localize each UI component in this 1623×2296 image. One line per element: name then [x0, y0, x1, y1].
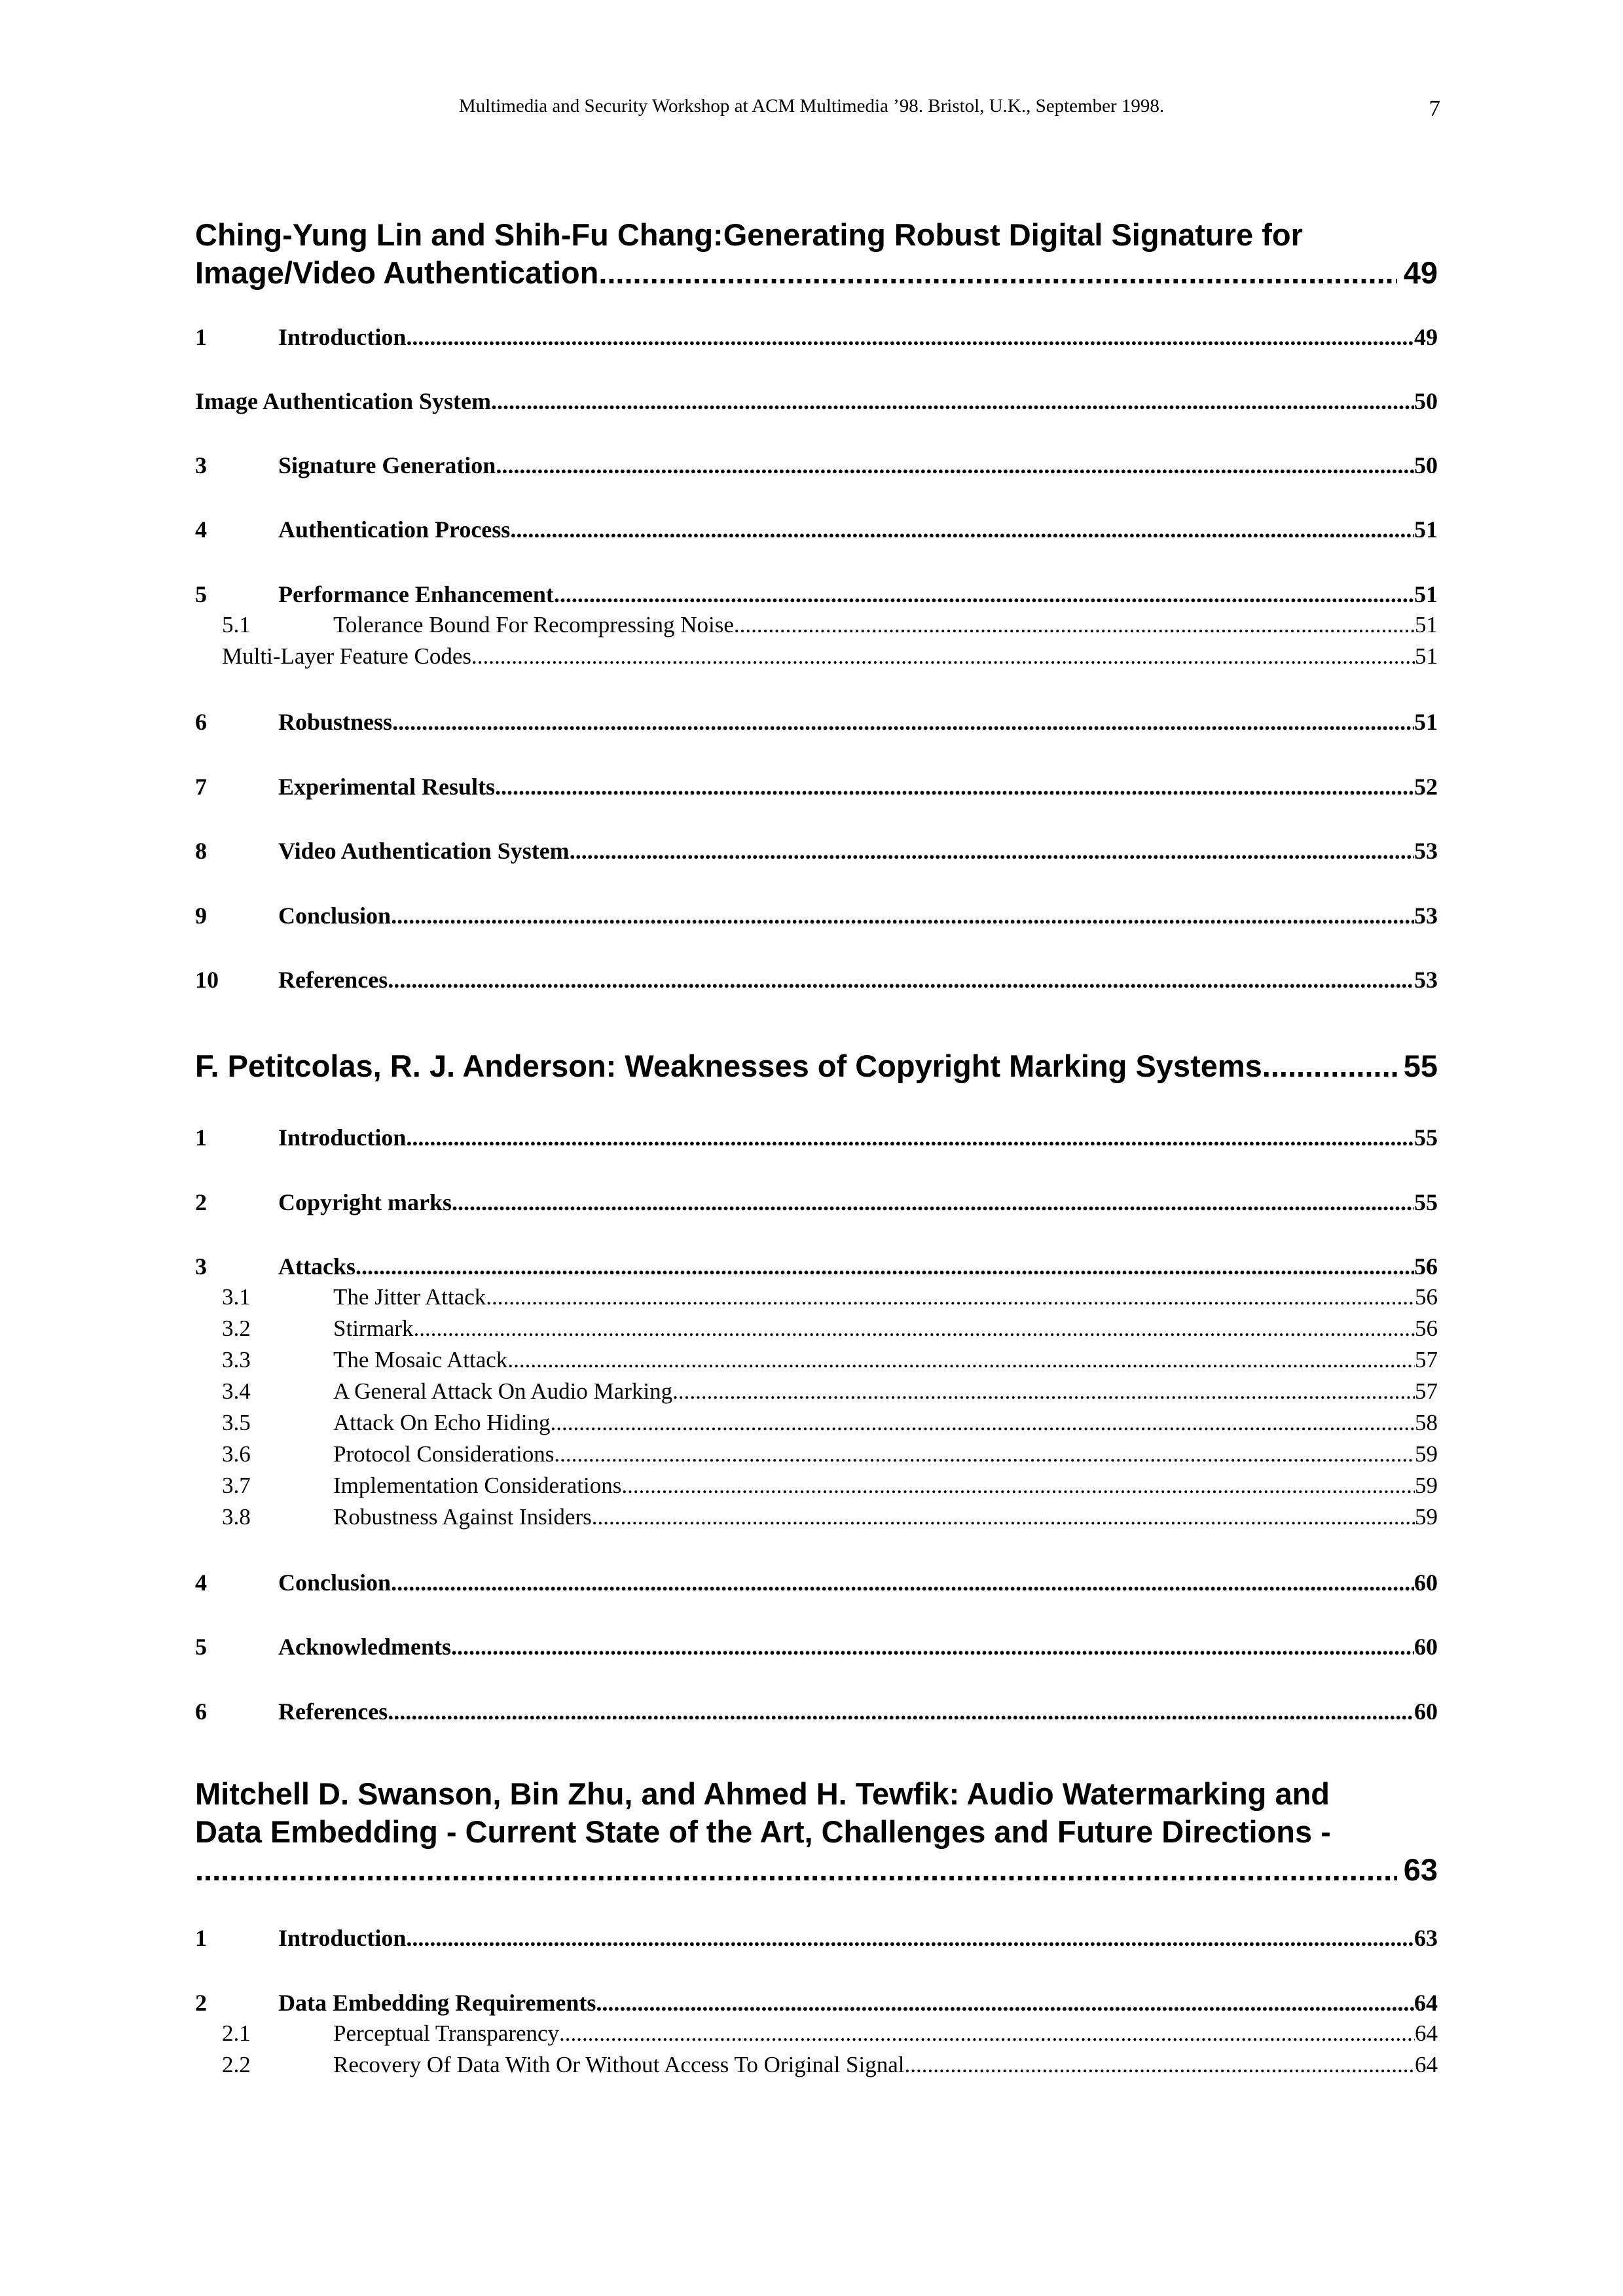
section-number: 3	[195, 1253, 207, 1280]
dot-leader	[471, 643, 1415, 670]
section-page: 59	[1415, 1441, 1438, 1467]
toc-entry[interactable]	[195, 1189, 1438, 1219]
dot-leader	[510, 516, 1414, 543]
paper-title-line: Image/Video Authentication .....	[195, 254, 1397, 292]
section-title: Authentication Process	[278, 516, 511, 543]
dot-leader	[621, 1473, 1415, 1499]
section-page: 49	[1414, 324, 1438, 350]
section-number: 3.6	[222, 1441, 251, 1467]
page-number: 7	[1429, 96, 1440, 121]
section-title: A General Attack On Audio Marking	[333, 1378, 673, 1404]
dot-leader	[486, 1284, 1415, 1310]
section-page: 57	[1415, 1347, 1438, 1372]
toc-entry[interactable]	[195, 1989, 1438, 2019]
section-title: Attack On Echo Hiding	[333, 1410, 551, 1435]
dot-leader	[905, 2052, 1415, 2078]
section-page: 53	[1414, 903, 1438, 929]
section-page: 64	[1414, 1990, 1438, 2016]
section-page: 51	[1414, 581, 1438, 607]
dot-leader	[554, 1441, 1415, 1467]
section-number: 5	[195, 581, 207, 607]
section-title: Image Authentication System	[195, 388, 491, 414]
toc-entry[interactable]	[195, 966, 1438, 996]
dot-leader	[570, 837, 1414, 865]
toc-subentry[interactable]	[195, 2020, 1438, 2051]
section-number: 2	[195, 1990, 207, 2016]
section-title: Signature Generation	[278, 452, 496, 478]
dot-leader	[391, 902, 1414, 929]
section-number: 3.1	[222, 1284, 251, 1310]
section-title: Introduction	[278, 1124, 407, 1151]
section-number: 2.1	[222, 2020, 251, 2046]
toc-subentry[interactable]	[195, 1410, 1438, 1440]
section-title: Tolerance Bound For Recompressing Noise	[333, 612, 734, 637]
dot-leader	[559, 2020, 1415, 2047]
section-title: Multi-Layer Feature Codes	[222, 643, 472, 669]
dot-leader	[391, 1569, 1414, 1596]
section-title: References	[278, 1698, 388, 1725]
section-page: 52	[1414, 774, 1438, 800]
section-title: Stirmark	[333, 1316, 414, 1341]
section-number: 8	[195, 838, 207, 864]
paper-title-dot-leader	[195, 1851, 1397, 1889]
dot-leader	[592, 1504, 1415, 1530]
section-number: 3.2	[222, 1316, 251, 1341]
section-title: Experimental Results	[278, 774, 495, 800]
toc-entry[interactable]	[195, 323, 1438, 353]
dot-leader	[672, 1378, 1415, 1405]
dot-leader	[356, 1253, 1414, 1280]
toc-entry[interactable]	[195, 1124, 1438, 1154]
dot-leader	[550, 1410, 1415, 1436]
toc-subentry[interactable]	[195, 1473, 1438, 1503]
section-number: 9	[195, 903, 207, 929]
dot-leader	[388, 1698, 1414, 1725]
paper-title-lin-chang[interactable]	[195, 216, 1438, 292]
section-title: Recovery Of Data With Or Without Access To Original Signal	[333, 2052, 905, 2077]
dot-leader	[452, 1189, 1414, 1216]
section-number: 5	[195, 1634, 207, 1660]
paper-title-line: Mitchell D. Swanson, Bin Zhu, and Ahmed H. Tewfik: Audio Watermarking and	[195, 1776, 1330, 1811]
toc-subentry[interactable]	[195, 643, 1438, 673]
toc-entry[interactable]	[195, 1253, 1438, 1283]
section-number: 1	[195, 1925, 207, 1951]
toc-entry[interactable]	[195, 581, 1438, 611]
section-number: 1	[195, 324, 207, 350]
section-page: 57	[1415, 1378, 1438, 1404]
toc-entry[interactable]	[195, 1569, 1438, 1599]
toc-entry[interactable]	[195, 1633, 1438, 1663]
section-page: 63	[1414, 1925, 1438, 1951]
section-title: References	[278, 967, 388, 993]
dot-leader	[491, 387, 1414, 415]
section-page: 60	[1414, 1634, 1438, 1660]
section-number: 3.8	[222, 1504, 251, 1530]
section-page: 59	[1415, 1504, 1438, 1530]
section-page: 51	[1414, 709, 1438, 735]
section-number: 3.3	[222, 1347, 251, 1372]
section-page: 56	[1415, 1316, 1438, 1341]
section-number: 3.7	[222, 1473, 251, 1498]
section-page: 51	[1414, 516, 1438, 543]
section-number: 7	[195, 774, 207, 800]
dot-leader	[451, 1633, 1414, 1660]
section-title: Conclusion	[278, 1570, 392, 1596]
dot-leader	[406, 323, 1414, 351]
paper-title-line: Data Embedding - Current State of the Art, Challenges and Future Directions -	[195, 1814, 1331, 1849]
paper-title-swanson-zhu-tewfik[interactable]	[195, 1775, 1438, 1889]
toc-entry[interactable]	[195, 516, 1438, 546]
section-title: Perceptual Transparency	[333, 2020, 560, 2046]
section-page: 50	[1414, 452, 1438, 478]
section-title: The Mosaic Attack	[333, 1347, 508, 1372]
toc-entry[interactable]	[195, 708, 1438, 738]
toc-entry[interactable]	[195, 1924, 1438, 1954]
section-title: Performance Enhancement	[278, 581, 554, 607]
paper-page-number: 49	[1403, 255, 1438, 290]
dot-leader	[406, 1124, 1414, 1151]
section-page: 64	[1415, 2052, 1438, 2077]
toc-entry[interactable]	[195, 1698, 1438, 1728]
toc-subentry[interactable]	[195, 1441, 1438, 1471]
section-title: Copyright marks	[278, 1189, 452, 1215]
section-title: Robustness	[278, 709, 393, 735]
running-header: Multimedia and Security Workshop at ACM Multimedia ’98. Bristol, U.K., September 1998.	[458, 96, 1165, 117]
dot-leader	[495, 773, 1414, 800]
section-title: Attacks	[278, 1253, 356, 1280]
section-page: 53	[1414, 838, 1438, 864]
section-title: Implementation Considerations	[333, 1473, 622, 1498]
paper-page-number: 63	[1403, 1852, 1438, 1887]
section-number: 3.5	[222, 1410, 251, 1435]
section-title: Conclusion	[278, 903, 392, 929]
dot-leader	[392, 708, 1414, 736]
toc-subentry[interactable]	[195, 1284, 1438, 1314]
section-number: 6	[195, 1698, 207, 1725]
section-number: 2	[195, 1189, 207, 1215]
paper-title-line: Ching-Yung Lin and Shih-Fu Chang:Generating Robust Digital Signature for	[195, 217, 1303, 252]
toc-subentry[interactable]	[195, 1378, 1438, 1408]
dot-leader	[406, 1924, 1414, 1952]
section-page: 60	[1414, 1698, 1438, 1725]
section-title: Protocol Considerations	[333, 1441, 555, 1467]
toc-entry[interactable]	[195, 452, 1438, 482]
dot-leader	[388, 966, 1414, 994]
section-number: 6	[195, 709, 207, 735]
section-title: Introduction	[278, 1925, 407, 1951]
section-number: 2.2	[222, 2052, 251, 2077]
dot-leader	[734, 612, 1415, 638]
section-page: 58	[1415, 1410, 1438, 1435]
section-title: Acknowledments	[278, 1634, 452, 1660]
toc-subentry[interactable]	[195, 1316, 1438, 1346]
section-page: 50	[1414, 388, 1438, 414]
section-title: Data Embedding Requirements	[278, 1990, 596, 2016]
section-title: Robustness Against Insiders	[333, 1504, 592, 1530]
section-page: 55	[1414, 1124, 1438, 1151]
section-number: 3.4	[222, 1378, 251, 1404]
paper-page-number: 55	[1403, 1049, 1438, 1083]
section-page: 53	[1414, 967, 1438, 993]
dot-leader	[596, 1989, 1414, 2017]
toc-subentry[interactable]	[195, 612, 1438, 642]
section-number: 1	[195, 1124, 207, 1151]
section-number: 4	[195, 1570, 207, 1596]
toc-entry[interactable]	[195, 837, 1438, 867]
dot-leader	[507, 1347, 1415, 1373]
section-number: 4	[195, 516, 207, 543]
dot-leader	[554, 581, 1414, 608]
section-page: 55	[1414, 1189, 1438, 1215]
toc-subentry[interactable]	[195, 1504, 1438, 1534]
section-number: 3	[195, 452, 207, 478]
section-page: 51	[1415, 643, 1438, 669]
section-number: 5.1	[222, 612, 251, 637]
section-title: The Jitter Attack	[333, 1284, 486, 1310]
paper-title-petitcolas-anderson[interactable]	[195, 1047, 1438, 1085]
section-title: Video Authentication System	[278, 838, 570, 864]
dot-leader	[413, 1316, 1415, 1342]
toc-entry[interactable]	[195, 387, 1438, 418]
section-page: 60	[1414, 1570, 1438, 1596]
section-page: 59	[1415, 1473, 1438, 1498]
section-title: Introduction	[278, 324, 407, 350]
toc-subentry[interactable]	[195, 1347, 1438, 1377]
section-number: 10	[195, 967, 219, 993]
paper-title-line: F. Petitcolas, R. J. Anderson: Weaknesses of Copyright Marking Systems .....	[195, 1047, 1397, 1085]
toc-subentry[interactable]	[195, 2052, 1438, 2082]
section-page: 51	[1415, 612, 1438, 637]
toc-entry[interactable]	[195, 773, 1438, 803]
toc-entry[interactable]	[195, 902, 1438, 932]
section-page: 56	[1415, 1284, 1438, 1310]
section-page: 64	[1415, 2020, 1438, 2046]
section-page: 56	[1414, 1253, 1438, 1280]
dot-leader	[496, 452, 1414, 479]
